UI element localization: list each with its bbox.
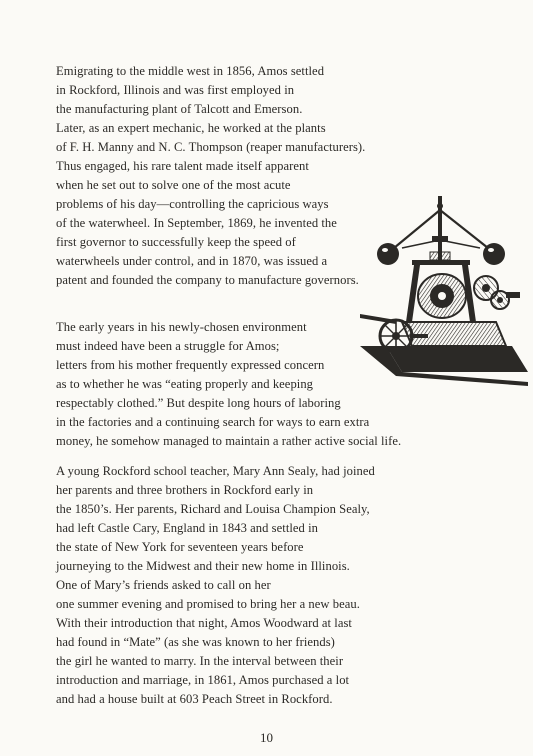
page-number: 10 bbox=[260, 730, 273, 745]
text-line: of F. H. Manny and N. C. Thompson (reaper manufacturers). bbox=[56, 140, 366, 154]
text-line: respectably clothed.” But despite long hours of laboring bbox=[56, 396, 341, 410]
text-line: The early years in his newly-chosen environment bbox=[56, 320, 307, 334]
text-line: Later, as an expert mechanic, he worked at the plants bbox=[56, 121, 326, 135]
text-line: first governor to successfully keep the speed of bbox=[56, 235, 296, 249]
text-line: of the waterwheel. In September, 1869, he invented the bbox=[56, 216, 337, 230]
text-line: the manufacturing plant of Talcott and Emerson. bbox=[56, 102, 303, 116]
waterwheel-governor-engraving-icon bbox=[356, 196, 528, 386]
text-line: introduction and marriage, in 1861, Amos purchased a lot bbox=[56, 673, 350, 687]
text-line: the state of New York for seventeen years before bbox=[56, 540, 304, 554]
text-line: when he set out to solve one of the most acute bbox=[56, 178, 291, 192]
text-line: journeying to the Midwest and their new home in Illinois. bbox=[56, 559, 350, 573]
text-line: in Rockford, Illinois and was first employed in bbox=[56, 83, 295, 97]
text-line: one summer evening and promised to bring her a new beau. bbox=[56, 597, 360, 611]
text-line: money, he somehow managed to maintain a rather active social life. bbox=[56, 434, 402, 448]
text-line: Emigrating to the middle west in 1856, Amos settled bbox=[56, 64, 325, 78]
text-line: and had a house built at 603 Peach Street in Rockford. bbox=[56, 692, 333, 706]
text-line: had found in “Mate” (as she was known to her friends) bbox=[56, 635, 335, 649]
text-line: the girl he wanted to marry. In the interval between their bbox=[56, 654, 344, 668]
text-line: problems of his day—controlling the capricious ways bbox=[56, 197, 329, 211]
text-line: A young Rockford school teacher, Mary Ann Sealy, had joined bbox=[56, 464, 375, 478]
text-line: had left Castle Cary, England in 1843 and settled in bbox=[56, 521, 318, 535]
text-line: With their introduction that night, Amos Woodward at last bbox=[56, 616, 352, 630]
text-line: in the factories and a continuing search for ways to earn extra bbox=[56, 415, 370, 429]
text-line: waterwheels under control, and in 1870, was issued a bbox=[56, 254, 328, 268]
text-line: patent and founded the company to manufacture governors. bbox=[56, 273, 359, 287]
text-line: letters from his mother frequently expressed concern bbox=[56, 358, 325, 372]
text-line: the 1850’s. Her parents, Richard and Louisa Champion Sealy, bbox=[56, 502, 370, 516]
text-line: One of Mary’s friends asked to call on her bbox=[56, 578, 271, 592]
text-line: as to whether he was “eating properly and keeping bbox=[56, 377, 314, 391]
text-line: must indeed have been a struggle for Amos; bbox=[56, 339, 280, 353]
text-line: her parents and three brothers in Rockford early in bbox=[56, 483, 314, 497]
text-line: Thus engaged, his rare talent made itself apparent bbox=[56, 159, 309, 173]
